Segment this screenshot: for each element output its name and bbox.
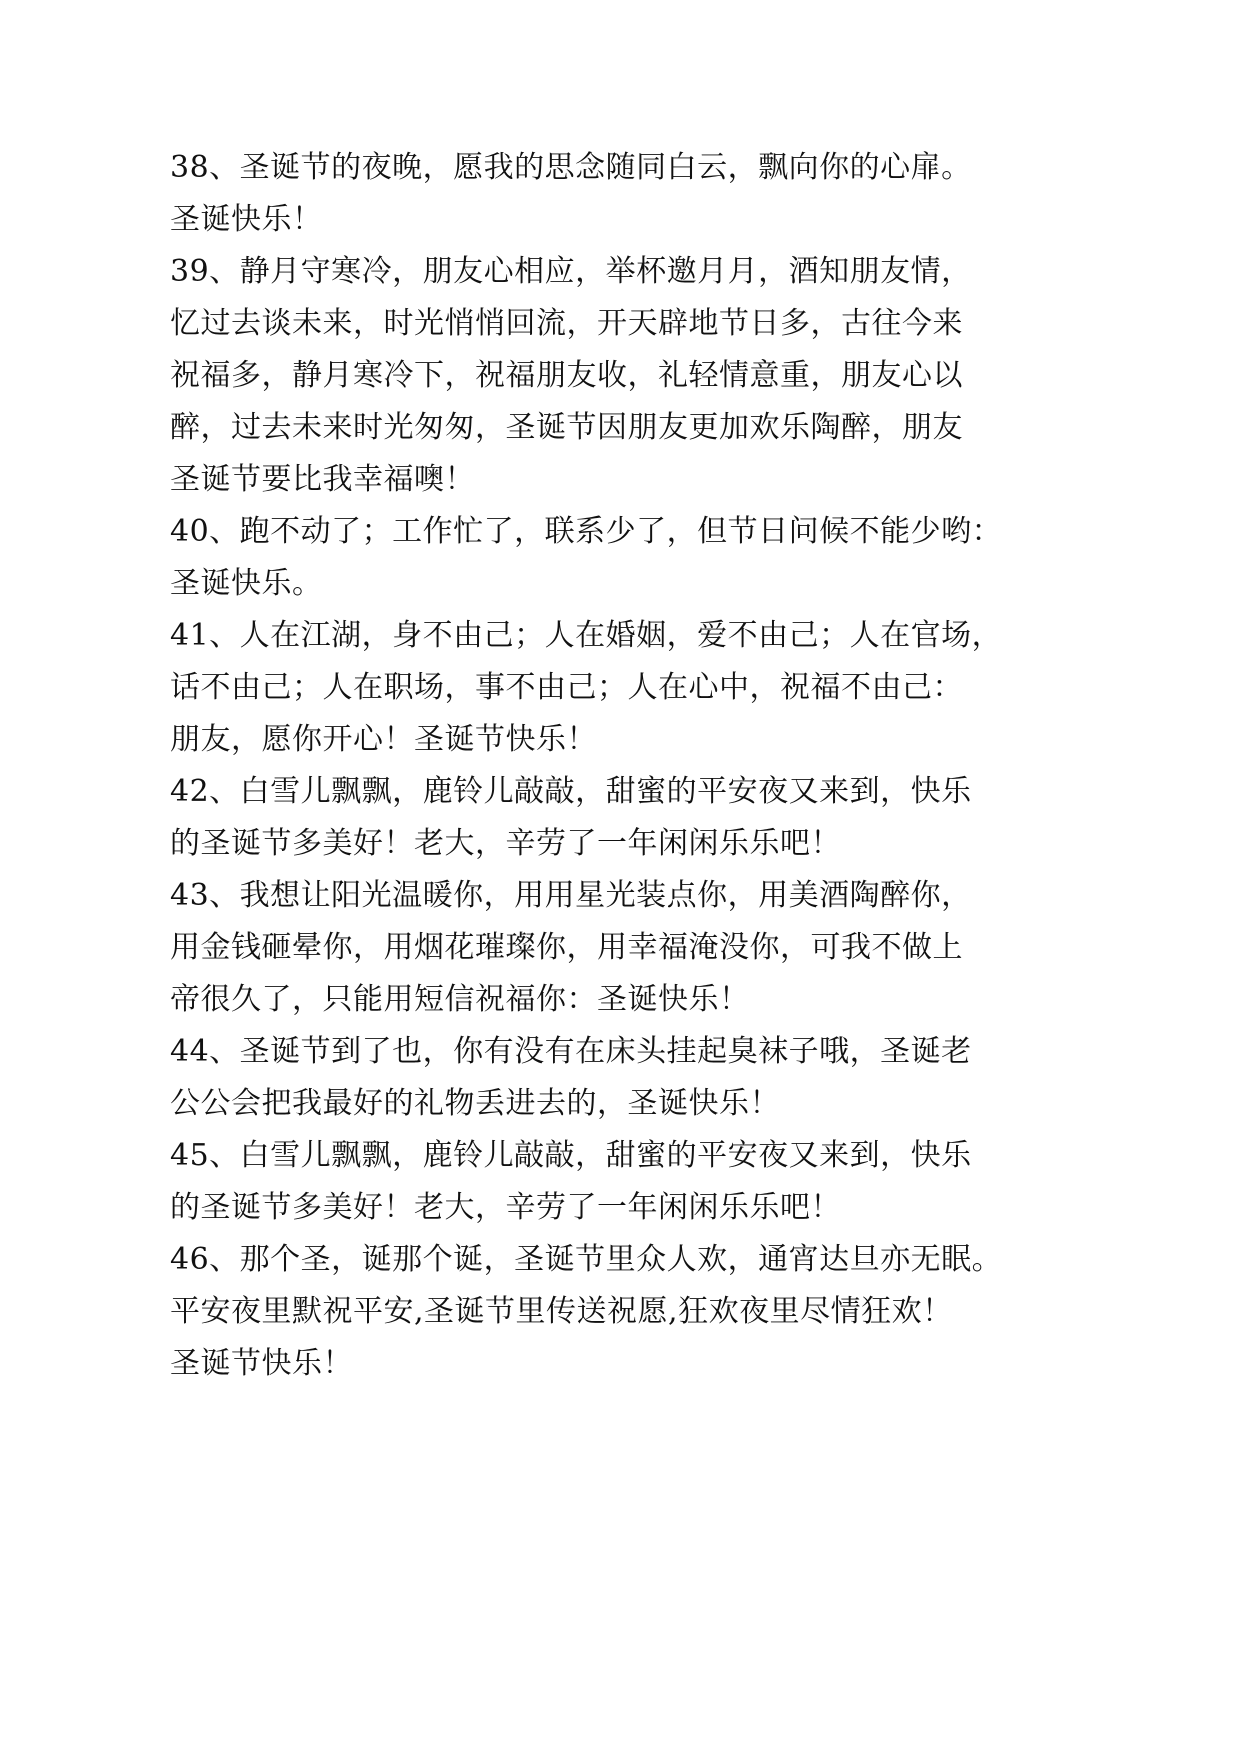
text-line: 45、白雪儿飘飘，鹿铃儿敲敲，甜蜜的平安夜又来到，快乐	[170, 1138, 972, 1173]
text-line: 圣诞快乐。	[170, 566, 323, 601]
text-line: 圣诞节快乐！	[170, 1346, 353, 1381]
text-line: 醉，过去未来时光匆匆，圣诞节因朋友更加欢乐陶醉，朋友	[170, 410, 963, 445]
entry-38	[170, 142, 1241, 246]
text-line: 祝福多，静月寒冷下，祝福朋友收，礼轻情意重，朋友心以	[170, 358, 963, 393]
text-line: 42、白雪儿飘飘，鹿铃儿敲敲，甜蜜的平安夜又来到，快乐	[170, 774, 972, 809]
text-line: 44、圣诞节到了也，你有没有在床头挂起臭袜子哦，圣诞老	[170, 1034, 972, 1069]
text-line: 平安夜里默祝平安,圣诞节里传送祝愿,狂欢夜里尽情狂欢！	[170, 1294, 953, 1329]
text-line: 38、圣诞节的夜晚，愿我的思念随同白云，飘向你的心扉。	[170, 150, 972, 185]
text-line: 话不由己；人在职场，事不由己；人在心中，祝福不由己：	[170, 670, 963, 705]
entry-39	[170, 246, 1241, 506]
text-line: 公公会把我最好的礼物丢进去的，圣诞快乐！	[170, 1086, 780, 1121]
text-line: 忆过去谈未来，时光悄悄回流，开天辟地节日多，古往今来	[170, 306, 963, 341]
text-line: 用金钱砸晕你，用烟花璀璨你，用幸福淹没你，可我不做上	[170, 930, 963, 965]
text-line: 43、我想让阳光温暖你，用用星光装点你，用美酒陶醉你，	[170, 878, 972, 913]
entry-41	[170, 610, 1241, 766]
text-line: 40、跑不动了；工作忙了，联系少了，但节日问候不能少哟：	[170, 514, 1003, 549]
text-line: 圣诞快乐！	[170, 202, 323, 237]
text-line: 的圣诞节多美好！老大，辛劳了一年闲闲乐乐吧！	[170, 1190, 841, 1225]
entry-46	[170, 1234, 1241, 1390]
entry-40	[170, 506, 1241, 610]
entry-43	[170, 870, 1241, 1026]
text-line: 39、静月守寒冷，朋友心相应，举杯邀月月，酒知朋友情，	[170, 254, 972, 289]
text-line: 帝很久了，只能用短信祝福你：圣诞快乐！	[170, 982, 750, 1017]
text-line: 圣诞节要比我幸福噢！	[170, 462, 475, 497]
entry-45	[170, 1130, 1241, 1234]
text-line: 41、人在江湖，身不由己；人在婚姻，爱不由己；人在官场，	[170, 618, 1003, 653]
entry-44	[170, 1026, 1241, 1130]
entry-42	[170, 766, 1241, 870]
text-line: 46、那个圣，诞那个诞，圣诞节里众人欢，通宵达旦亦无眠。	[170, 1242, 1003, 1277]
text-line: 的圣诞节多美好！老大，辛劳了一年闲闲乐乐吧！	[170, 826, 841, 861]
text-line: 朋友，愿你开心！圣诞节快乐！	[170, 722, 597, 757]
